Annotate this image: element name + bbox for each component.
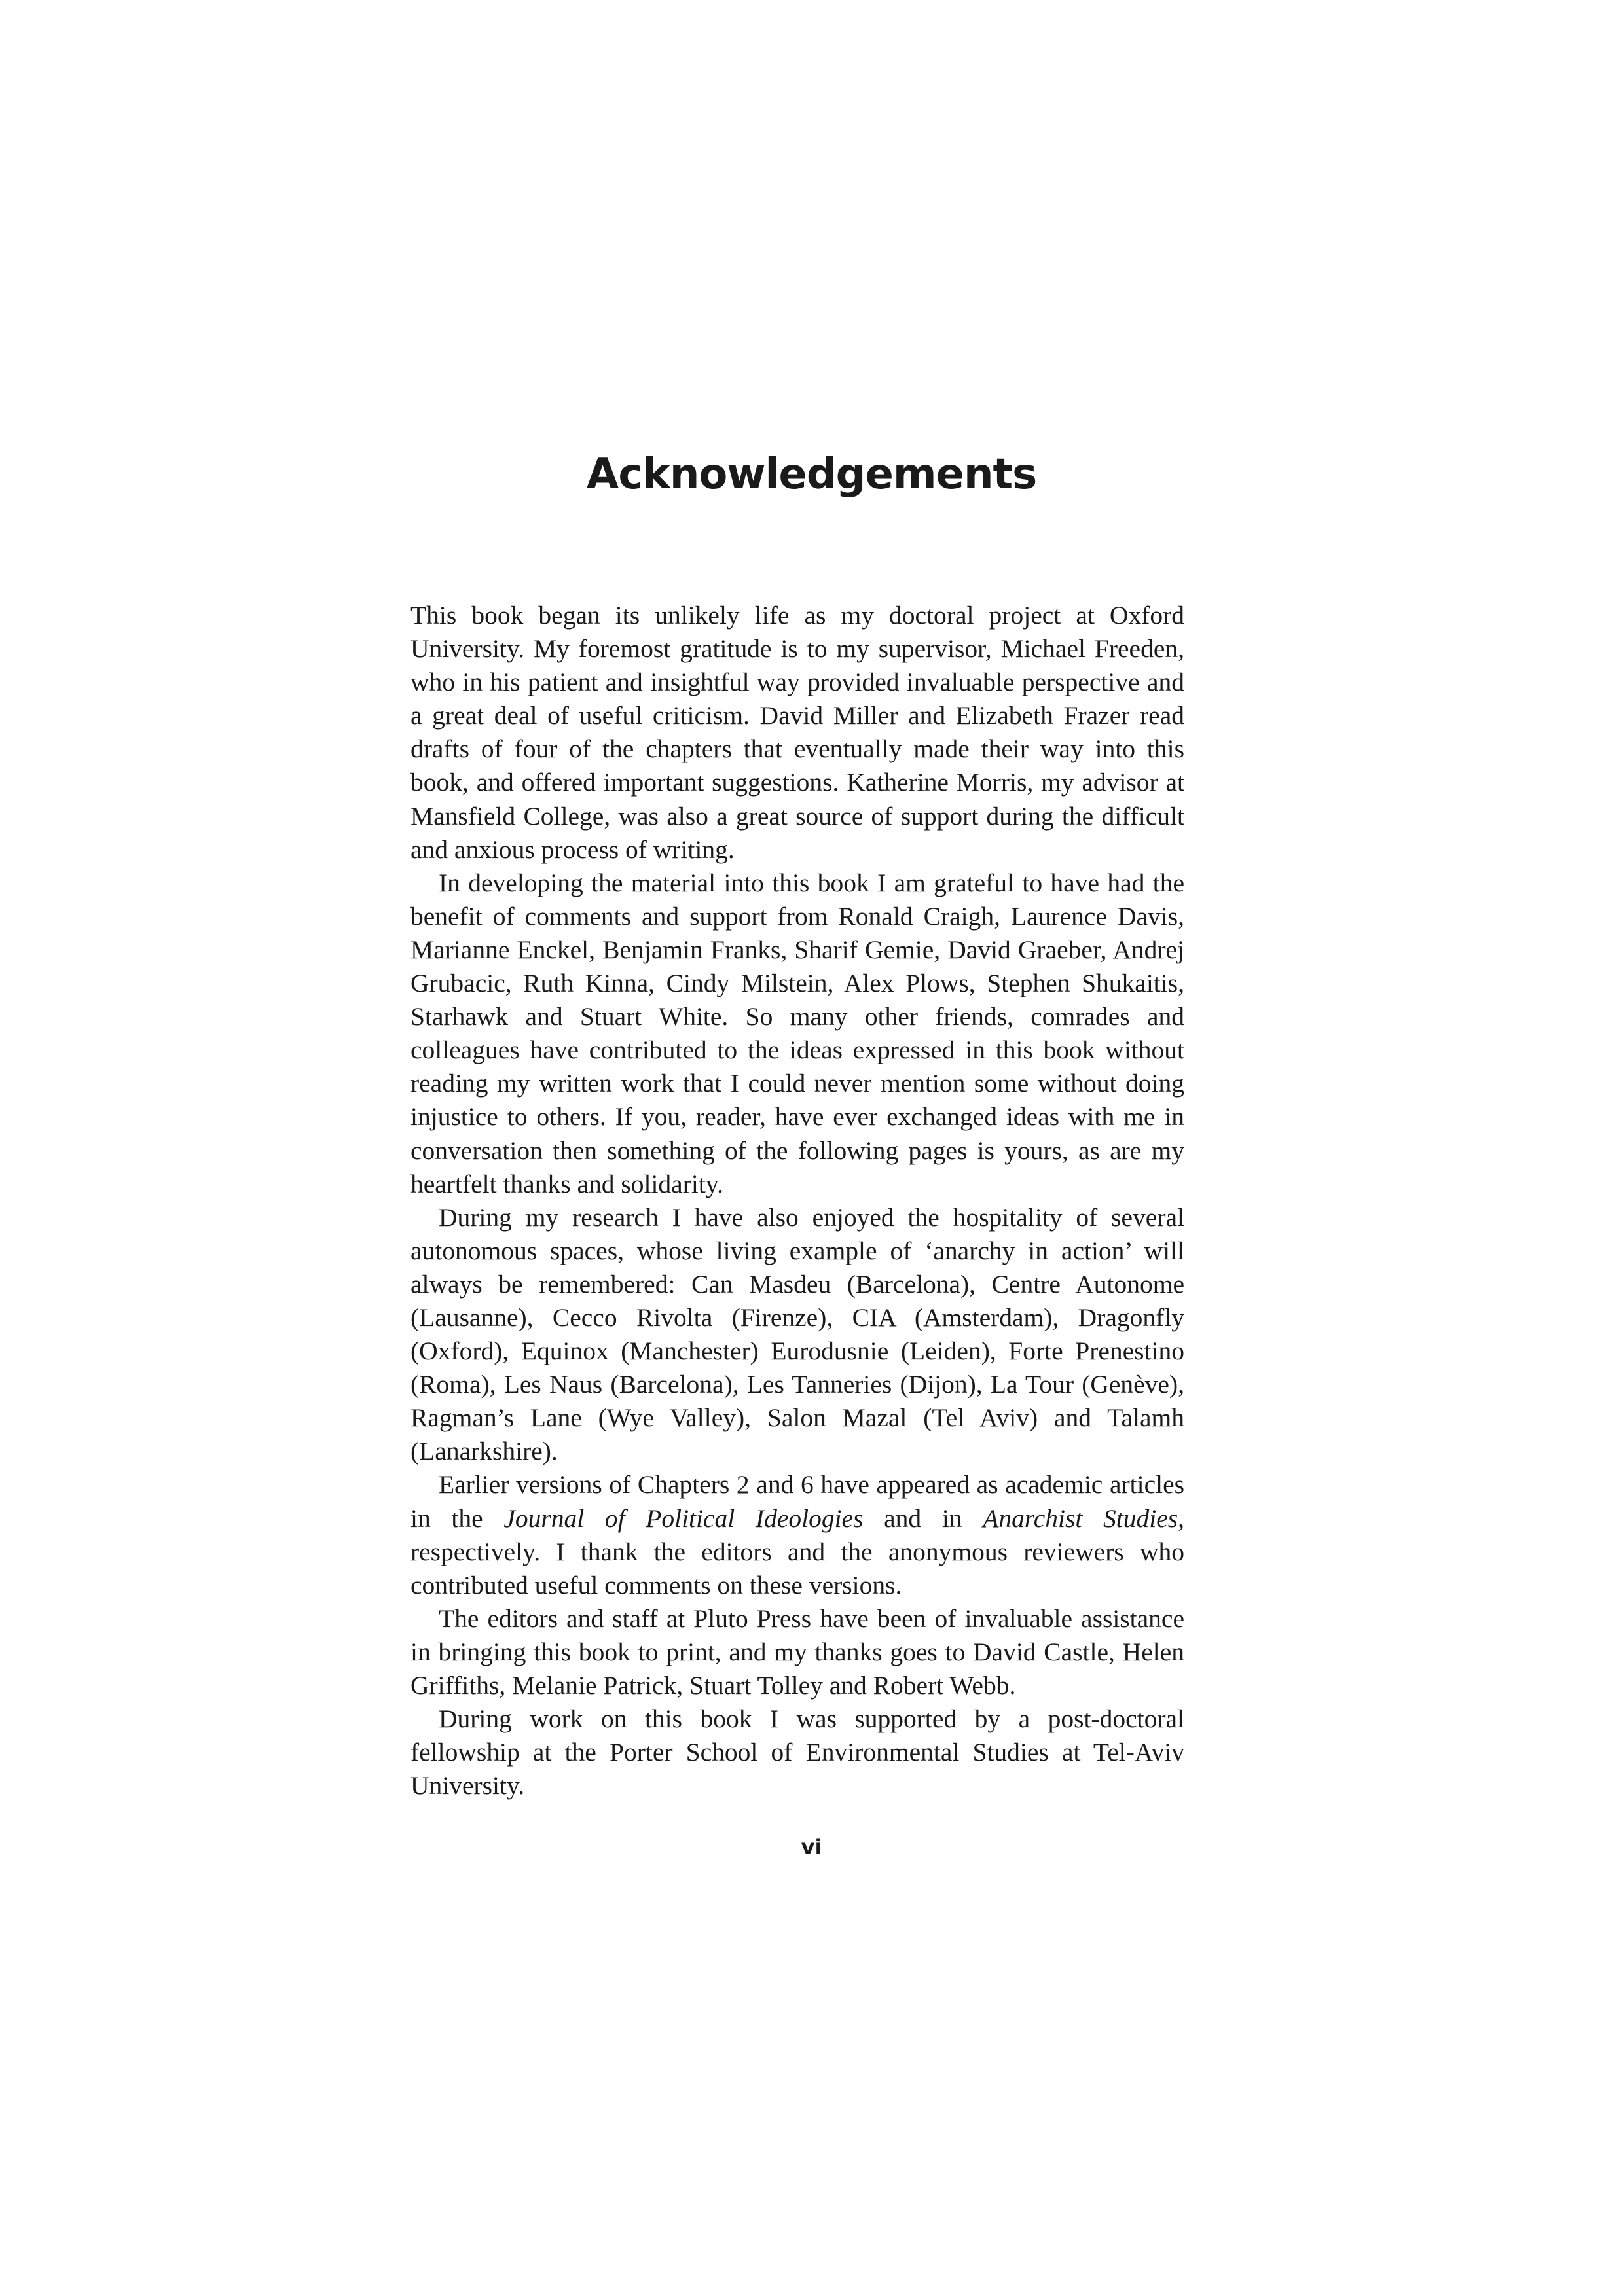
paragraph-text: In developing the material into this book I am grateful to have had the benefit of comments and support from Ronald Craigh, Laurence Davis, Marianne Enckel, Benjamin Franks, Sharif Gemie, David Graeber, Andrej Grubacic, Ruth Kinna, Cindy Milstein, Alex Plows, Stephen Shukaitis, Starhawk and Stuart White. So many other friends, comrades and colleagues have contributed to the ideas expressed in this book without reading my written work that I could never mention some without doing injustice to others. If you, reader, have ever exchanged ideas with me in conversation then something of the following pages is yours, as are my heartfelt thanks and solidarity. bbox=[410, 868, 1184, 1198]
journal-title-italic: Journal of Political Ideologies bbox=[503, 1503, 864, 1533]
page-title: Acknowledgements bbox=[586, 450, 1037, 499]
paragraph-text: The editors and staff at Pluto Press have been of invaluable assistance in bringing this book to print, and my thanks goes to David Castle, Helen Griffiths, Melanie Patrick, Stuart Tolley and Robert Webb. bbox=[410, 1604, 1184, 1700]
paragraph-text: This book began its unlikely life as my doctoral project at Oxford University. My foremost gratitude is to my supervisor, Michael Freeden, who in his patient and insightful way provided invaluable perspective and a great deal of useful criticism. David Miller and Elizabeth Frazer read drafts of four of the chapters that eventually made their way into this book, and offered important suggestions. Katherine Morris, my advisor at Mansfield College, was also a great source of support during the difficult and anxious process of writing. bbox=[410, 601, 1184, 864]
paragraph-3 bbox=[410, 1201, 1184, 1469]
paragraph-4 bbox=[410, 1468, 1184, 1602]
paragraph-text: and in bbox=[863, 1503, 983, 1533]
paragraph-text: , respectively. I thank the editors and the anonymous reviewers who contributed useful comments on these versions. bbox=[410, 1503, 1184, 1600]
paragraph-1 bbox=[410, 599, 1184, 867]
journal-title-italic: Anarchist Studies bbox=[983, 1503, 1178, 1533]
paragraph-2 bbox=[410, 867, 1184, 1201]
paragraph-6 bbox=[410, 1702, 1184, 1803]
page-number: vi bbox=[801, 1835, 822, 1859]
paragraph-text: During my research I have also enjoyed the hospitality of several autonomous spaces, whose living example of ‘anarchy in action’ will always be remembered: Can Masdeu (Barcelona), Centre Autonome (Lausanne), Cecco Rivolta (Firenze), CIA (Amsterdam), Dragonfly (Oxford), Equinox (Manchester) Eurodusnie (Leiden), Forte Prenestino (Roma), Les Naus (Barcelona), Les Tanneries (Dijon), La Tour (Genève), Ragman’s Lane (Wye Valley), Salon Mazal (Tel Aviv) and Talamh (Lanarkshire). bbox=[410, 1202, 1184, 1466]
paragraph-text: During work on this book I was supported by a post-doctoral fellowship at the Porter School of Environmental Studies at Tel-Aviv University. bbox=[410, 1704, 1184, 1801]
paragraph-5 bbox=[410, 1602, 1184, 1702]
paragraph-text: Earlier versions of Chapters 2 and 6 have appeared as academic articles in the bbox=[410, 1470, 1184, 1533]
acknowledgements-body bbox=[410, 599, 1184, 1803]
